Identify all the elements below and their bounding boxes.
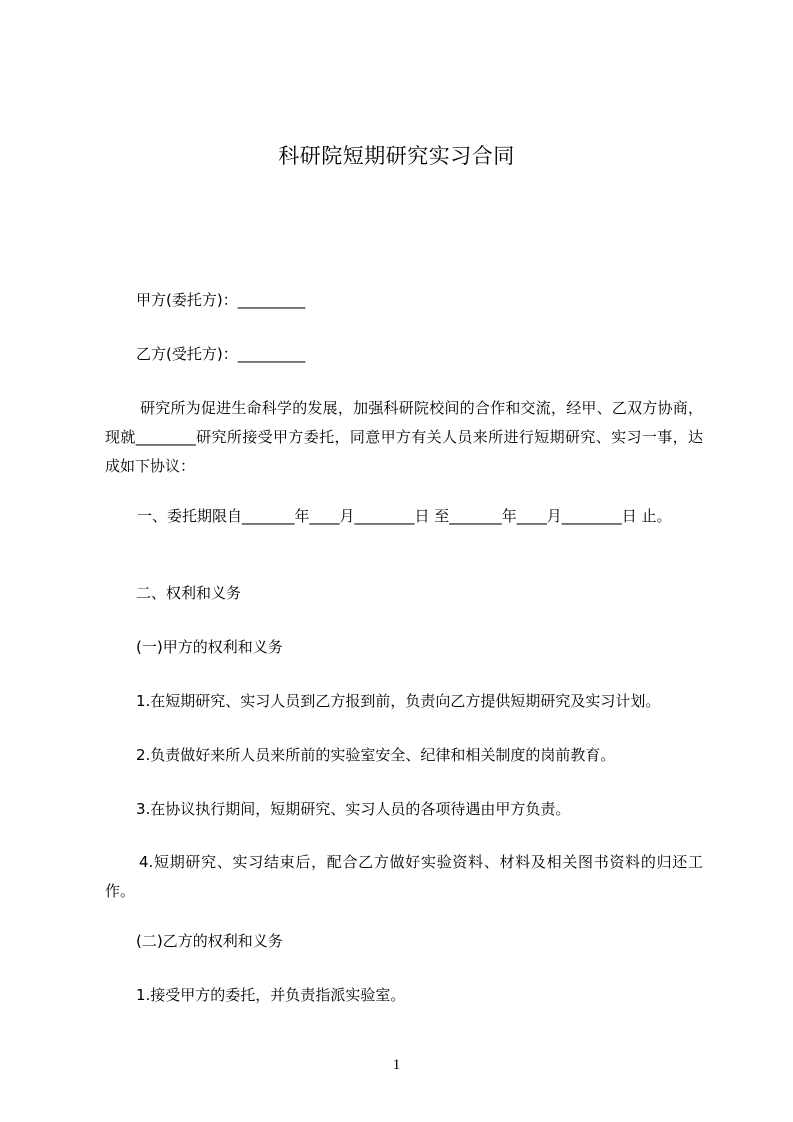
intro-paragraph: 研究所为促进生命科学的发展，加强科研院校间的合作和交流，经甲、乙双方协商，现就________研究所接受甲方委托，同意甲方有关人员来所进行短期研究、实习一事，达成如下协议： (105, 399, 703, 475)
section-a-heading: (一)甲方的权利和义务 (136, 638, 283, 656)
section-a-item: 3.在协议执行期间，短期研究、实习人员的各项待遇由甲方负责。 (136, 800, 571, 818)
clause-rights-heading: 二、权利和义务 (136, 584, 242, 602)
clause-term: 一、委托期限自_______年____月________日 至_______年____月________日 止。 (137, 507, 672, 525)
section-a-item: 1.在短期研究、实习人员到乙方报到前，负责向乙方提供短期研究及实习计划。 (136, 692, 661, 710)
section-a-item: 2.负责做好来所人员来所前的实验室安全、纪律和相关制度的岗前教育。 (136, 746, 616, 764)
party-a-line: 甲方(委托方)：_________ (136, 291, 306, 309)
section-b-heading: (二)乙方的权利和义务 (136, 932, 283, 950)
section-b-item: 1.接受甲方的委托，并负责指派实验室。 (136, 986, 406, 1004)
document-title: 科研院短期研究实习合同 (278, 144, 515, 168)
page-number: 1 (392, 1057, 401, 1073)
party-b-line: 乙方(受托方)：_________ (136, 345, 306, 363)
section-a-item: 4.短期研究、实习结束后，配合乙方做好实验资料、材料及相关图书资料的归还工作。 (105, 853, 703, 900)
